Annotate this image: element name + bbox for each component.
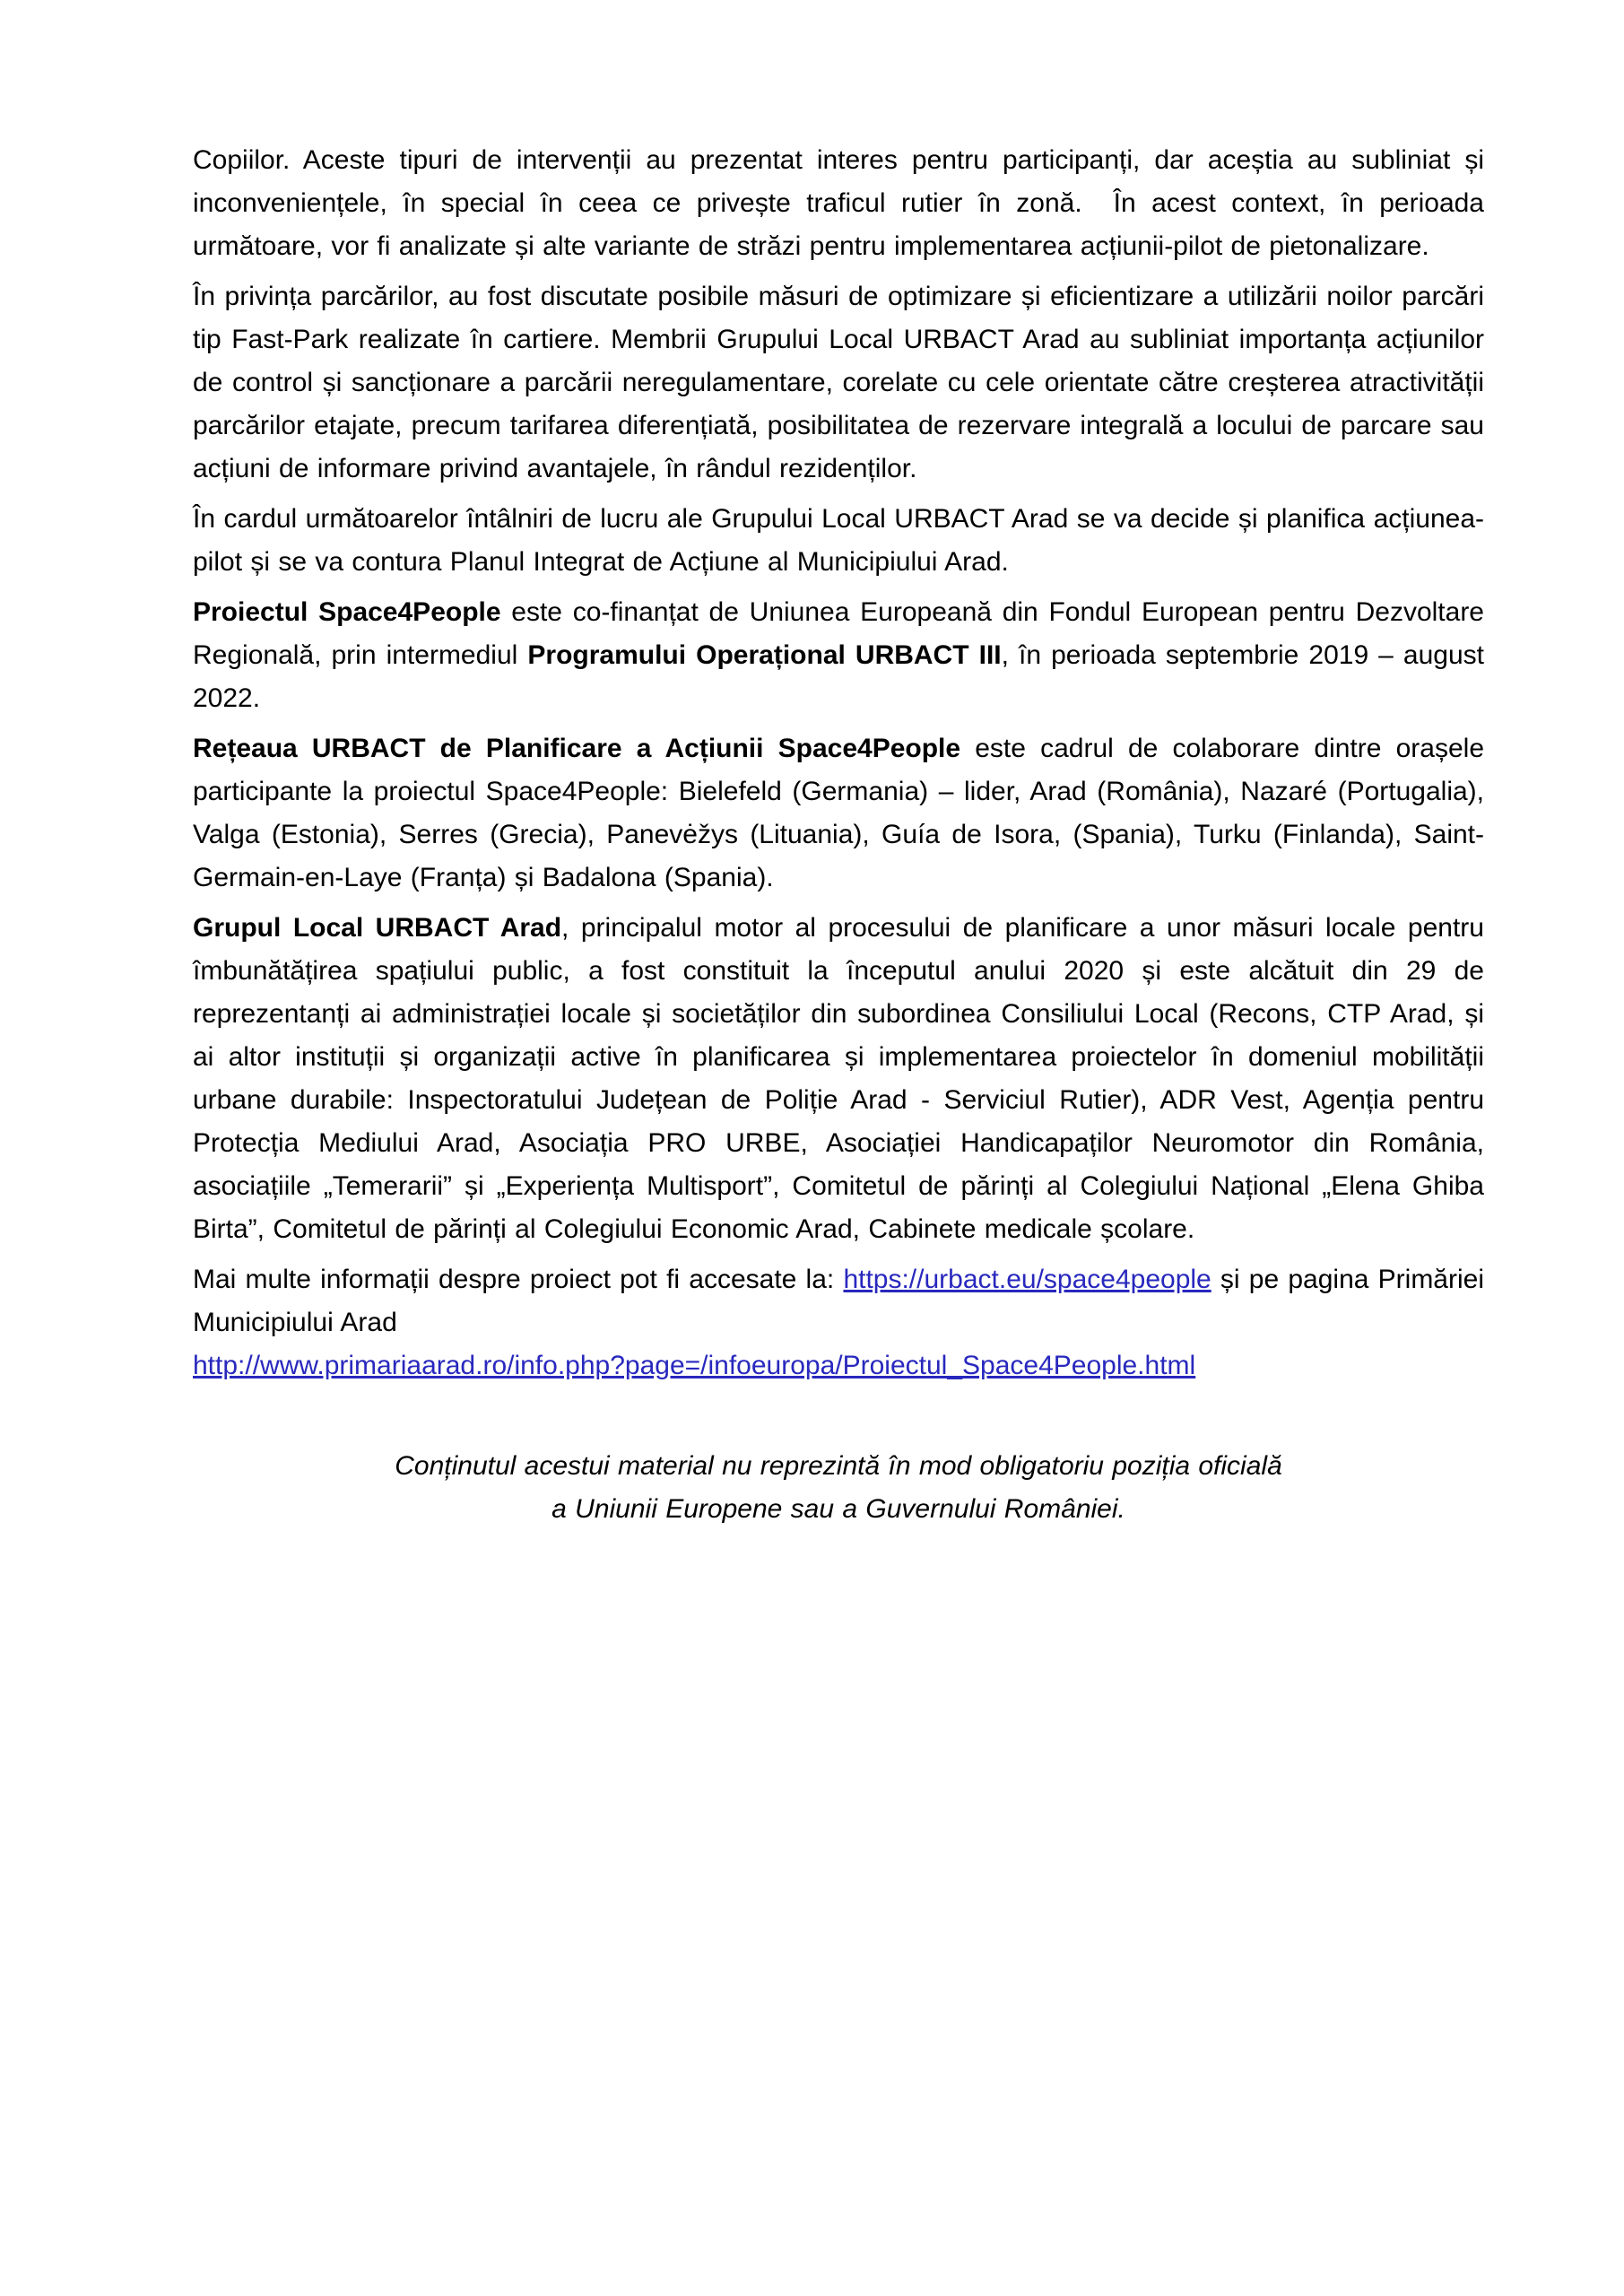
text-run: În cardul următoarelor întâlniri de lucru ale Grupului Local URBACT Arad se va decide și planifica acțiunea-pilot și se va contura Planul Integrat de Acțiune al Municipiului Arad. [193, 504, 1484, 577]
paragraph-intalniri-viitoare [193, 498, 1484, 584]
paragraph-proiect-finantare [193, 591, 1493, 720]
text-run: Rețeaua URBACT de Planificare a Acțiunii Space4People [193, 734, 961, 763]
paragraph-disclaimer [193, 1445, 1484, 1531]
link-urbact-space4people[interactable]: https://urbact.eu/space4people [843, 1265, 1211, 1294]
text-run: Copiilor. Aceste tipuri de intervenții au prezentat interes pentru participanți, dar aceștia au subliniat și inconveniențele, în special în ceea ce privește traficul rutier în zonă. În acest context, în perioada următoare, vor fi analizate și alte variante de străzi pentru implementarea acțiunii-pilot de pietonalizare. [193, 145, 1493, 261]
paragraph-grup-local [193, 907, 1493, 1251]
text-run: a Uniunii Europene sau a Guvernului României. [551, 1494, 1125, 1524]
text-run: și pe pagina Primăriei Municipiului Arad [193, 1265, 1493, 1337]
paragraph-parcari [193, 275, 1493, 491]
link-primaria-arad[interactable]: http://www.primariaarad.ro/info.php?page=/infoeuropa/Proiectul_Space4People.html [193, 1351, 1196, 1380]
text-run: este co-finanțat de Uniunea Europeană din Fondul European pentru Dezvoltare Regională, prin intermediul [193, 597, 1493, 670]
text-run: este cadrul de colaborare dintre orașele participante la proiectul Space4People: Bielefeld (Germania) – lider, Arad (România), Nazaré (Portugalia), Valga (Estonia), Serres (Grecia), Panevėžys (Lituania), Guía de Isora, (Spania), Turku (Finlanda), Saint-Germain-en-Laye (Franța) și Badalona (Spania). [193, 734, 1493, 892]
paragraph-retea-urbact [193, 727, 1493, 900]
text-run: , principalul motor al procesului de planificare a unor măsuri locale pentru îmbunătățirea spațiului public, a fost constituit la începutul anului 2020 și este alcătuit din 29 de reprezentanți ai administrației locale și societăților din subordinea Consiliului Local (Recons, CTP Arad, și ai altor instituții și organizații active în planificarea și implementarea proiectelor în domeniul mobilității urbane durabile: Inspectoratului Județean de Poliție Arad - Serviciul Rutier), ADR Vest, Agenția pentru Protecția Mediului Arad, Asociația PRO URBE, Asociației Handicapaților Neuromotor din România, asociațiile „Temerarii” și „Experiența Multisport”, Comitetul de părinți al Colegiului Național „Elena Ghiba Birta”, Comitetul de părinți al Colegiului Economic Arad, Cabinete medicale școlare. [193, 913, 1493, 1244]
text-run: Mai multe informații despre proiect pot fi accesate la: [193, 1265, 844, 1294]
text-run: Grupul Local URBACT Arad [193, 913, 562, 943]
paragraph-spacer [193, 1395, 1484, 1438]
paragraph-mai-multe-informatii [193, 1258, 1493, 1387]
text-run: Proiectul Space4People [193, 597, 501, 627]
paragraph-pilot-pietonalizare [193, 139, 1493, 268]
text-run: , în perioada septembrie 2019 – august 2022. [193, 640, 1493, 713]
text-run: Programului Operațional URBACT III [527, 640, 1002, 670]
text-run: Conținutul acestui material nu reprezintă în mod obligatoriu poziția oficială [395, 1451, 1282, 1481]
document-body [193, 139, 1493, 1531]
text-run: În privința parcărilor, au fost discutate posibile măsuri de optimizare și eficientizare a utilizării noilor parcări tip Fast-Park realizate în cartiere. Membrii Grupului Local URBACT Arad au subliniat importanța acțiunilor de control și sancționare a parcării neregulamentare, corelate cu cele orientate către creșterea atractivității parcărilor etajate, precum tarifarea diferențiată, posibilitatea de rezervare integrală a locului de parcare sau acțiuni de informare privind avantajele, în rândul rezidenților. [193, 282, 1493, 483]
